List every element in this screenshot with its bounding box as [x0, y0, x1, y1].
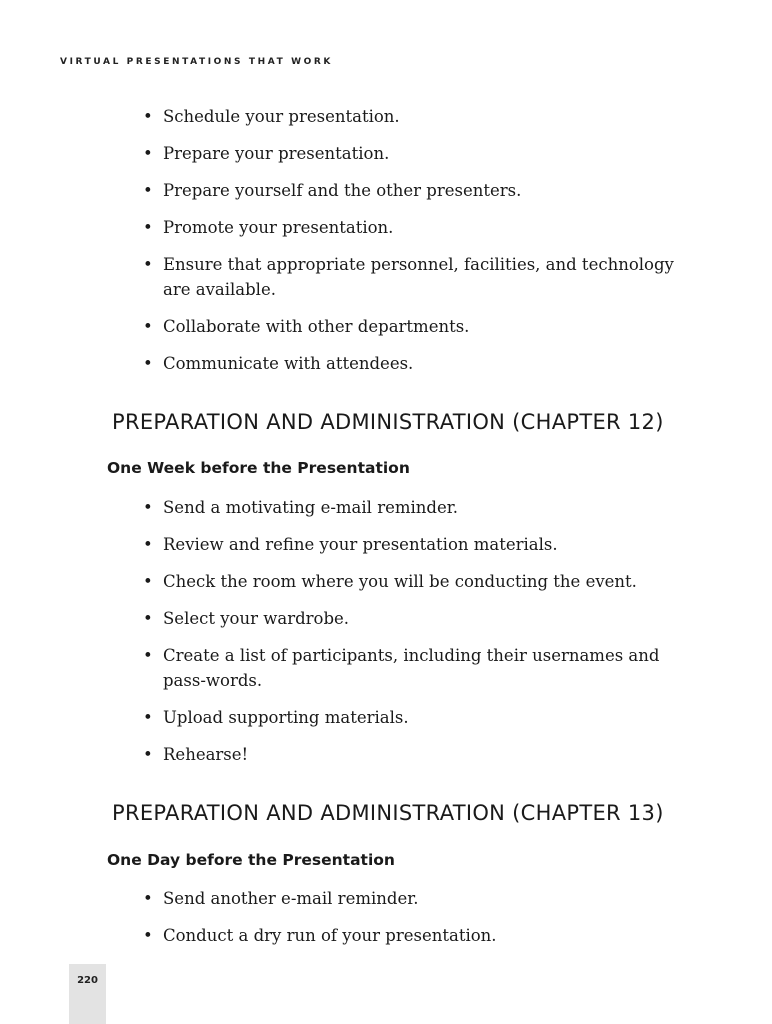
list-item: • Check the room where you will be conducting the event.	[143, 569, 683, 594]
list-item: • Create a list of participants, including their usernames and pass-words.	[143, 643, 683, 693]
list-item: • Schedule your presentation.	[143, 104, 683, 129]
list-item: • Review and refine your presentation materials.	[143, 532, 683, 557]
list-item: • Collaborate with other departments.	[143, 314, 683, 339]
list-item: • Send another e-mail reminder.	[143, 886, 683, 911]
page-number: 220	[69, 964, 106, 1024]
list-item: • Select your wardrobe.	[143, 606, 683, 631]
bullet-list-one-day	[143, 886, 683, 960]
list-item: • Ensure that appropriate personnel, facilities, and technology are available.	[143, 252, 683, 302]
list-item: • Promote your presentation.	[143, 215, 683, 240]
section-heading-chapter-12: PREPARATION AND ADMINISTRATION (CHAPTER 12)	[112, 410, 664, 434]
list-item: • Upload supporting materials.	[143, 705, 683, 730]
bullet-list-one-week	[143, 495, 683, 779]
list-item: • Conduct a dry run of your presentation.	[143, 923, 683, 948]
list-item: • Send a motivating e-mail reminder.	[143, 495, 683, 520]
list-item: • Rehearse!	[143, 742, 683, 767]
bullet-list-top	[143, 104, 683, 388]
subheading-one-week: One Week before the Presentation	[107, 459, 410, 477]
list-item: • Prepare yourself and the other presenters.	[143, 178, 683, 203]
list-item: • Communicate with attendees.	[143, 351, 683, 376]
list-item: • Prepare your presentation.	[143, 141, 683, 166]
section-heading-chapter-13: PREPARATION AND ADMINISTRATION (CHAPTER 13)	[112, 801, 664, 825]
running-head: VIRTUAL PRESENTATIONS THAT WORK	[60, 57, 333, 67]
subheading-one-day: One Day before the Presentation	[107, 851, 395, 869]
